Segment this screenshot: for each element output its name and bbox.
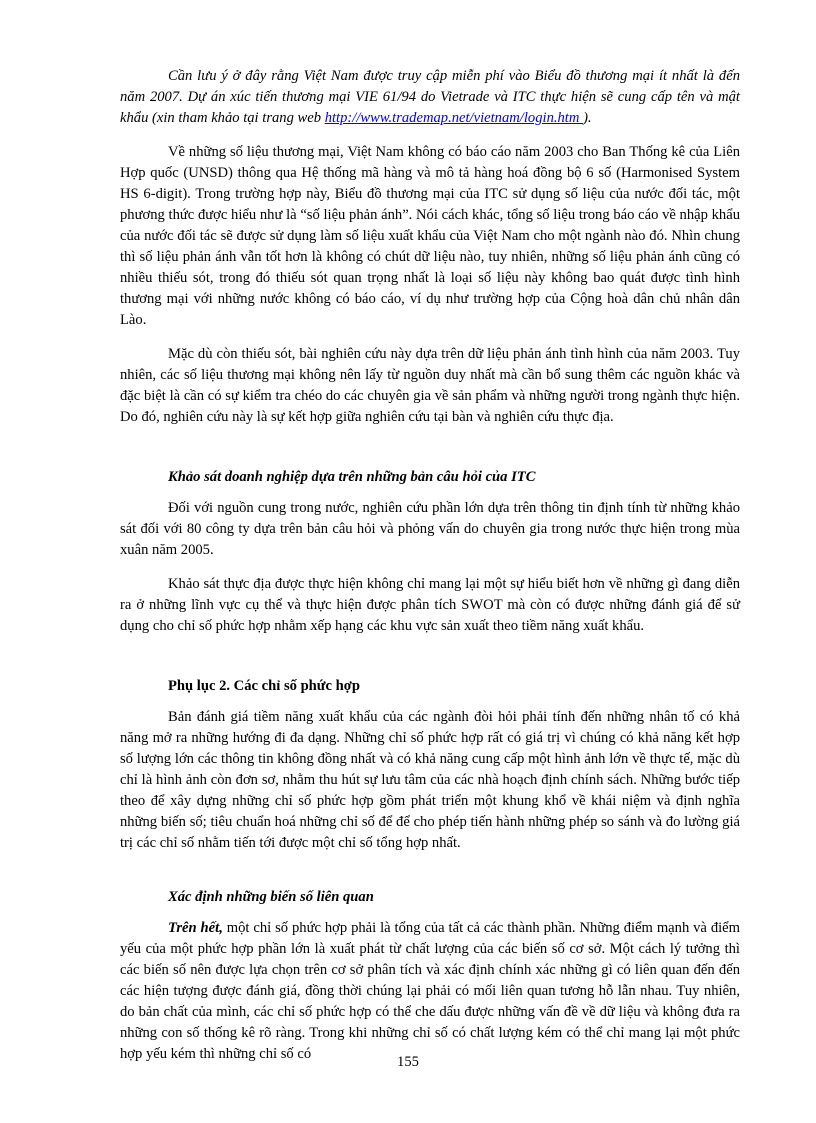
note-paragraph bbox=[120, 66, 740, 129]
lead-phrase: Trên hết, bbox=[168, 920, 223, 936]
variables-paragraph bbox=[120, 918, 740, 1065]
domestic-supply-paragraph: Đối với nguồn cung trong nước, nghiên cứu phần lớn dựa trên thông tin định tính từ những khảo sát đối với 80 công ty dựa trên bản câu hỏi và phỏng vấn do chuyên gia trong nước thực hiện trong mùa xuân năm 2005. bbox=[120, 500, 740, 558]
note-text: Cần lưu ý ở đây rằng Việt Nam được truy cập miễn phí vào Biểu đồ thương mại ít nhất là đến năm 2007. Dự án xúc tiến thương mại VIE 61/94 do Vietrade và ITC thực hiện sẽ cung cấp tên và mật khẩu (xin tham khảo tại trang web bbox=[120, 68, 740, 126]
page-content bbox=[120, 66, 740, 1078]
page-number: 155 bbox=[397, 1054, 419, 1070]
note-end: ). bbox=[583, 110, 592, 126]
field-survey-paragraph: Khảo sát thực địa được thực hiện không chỉ mang lại một sự hiểu biết hơn về những gì đang diễn ra ở những lĩnh vực cụ thể và thực hiện được phân tích SWOT mà còn có được những đánh giá để sử dụng cho chỉ số phức hợp nhằm xếp hạng các khu vực sản xuất theo tiềm năng xuất khẩu. bbox=[120, 576, 740, 634]
section-heading-variables: Xác định những biến số liên quan bbox=[168, 889, 374, 905]
appendix-heading: Phụ lục 2. Các chỉ số phức hợp bbox=[168, 678, 360, 694]
trade-data-paragraph: Về những số liệu thương mại, Việt Nam không có báo cáo năm 2003 cho Ban Thống kê của Liên Hợp quốc (UNSD) thông qua Hệ thống mã hàng và mô tả hàng hoá đồng bộ 6 số (Harmonised System HS 6-digit). Trong trường hợp này, Biểu đồ thương mại của ITC sử dụng số liệu của nước đối tác, một phương thức được hiểu như là “số liệu phản ánh”. Nói cách khác, tổng số liệu trong báo cáo về nhập khẩu của nước đối tác sẽ được sử dụng làm số liệu xuất khẩu của Việt Nam cho một ngành nào đó. Nhìn chung thì số liệu phản ánh vẫn tốt hơn là không có chút dữ liệu nào, tuy nhiên, những số liệu phản ánh cũng có nhiều thiếu sót, trong đó thiếu sót quan trọng nhất là loại số liệu này không bao quát được tình hình thương mại với những nước không có báo cáo, ví dụ như trường hợp của Cộng hoà dân chủ nhân dân Lào. bbox=[120, 144, 740, 328]
trademap-link[interactable]: http://www.trademap.net/vietnam/login.htm bbox=[324, 110, 584, 126]
section-heading-survey: Khảo sát doanh nghiệp dựa trên những bản câu hỏi của ITC bbox=[168, 469, 536, 485]
shortcomings-paragraph: Mặc dù còn thiếu sót, bài nghiên cứu này dựa trên dữ liệu phản ánh tình hình của năm 2003. Tuy nhiên, các số liệu thương mại không nên lấy từ nguồn duy nhất mà cần bổ sung thêm các nguồn khác và đặc biệt là cần có sự kiểm tra chéo do các chuyên gia về sản phẩm và những người trong ngành thực hiện. Do đó, nghiên cứu này là sự kết hợp giữa nghiên cứu tại bàn và nghiên cứu thực địa. bbox=[120, 346, 740, 425]
variables-text: một chỉ số phức hợp phải là tổng của tất cả các thành phần. Những điểm mạnh và điểm yếu của một phức hợp phần lớn là xuất phát từ chất lượng của các biến số cơ sở. Một cách lý tưởng thì các biến số nên được lựa chọn trên cơ sở phân tích và xác định chính xác những gì có liên quan đến đến các hiện tượng được đánh giá, đồng thời chúng lại phải có mối liên quan tương hỗ lẫn nhau. Tuy nhiên, do bản chất của mình, các chỉ số phức hợp có thể che dấu được những vấn đề về dữ liệu và không đưa ra những con số thống kê rõ ràng. Trong khi những chỉ số có chất lượng kém có thể chỉ mang lại một phức hợp yếu kém thì những chỉ số có bbox=[120, 920, 740, 1062]
composite-index-paragraph: Bản đánh giá tiềm năng xuất khẩu của các ngành đòi hỏi phải tính đến những nhân tố có khả năng mở ra những hướng đi đa dạng. Những chỉ số phức hợp rất có giá trị vì chúng có khả năng kết hợp số lượng lớn các thông tin không đồng nhất và có khả năng cung cấp một hình ảnh lớn về thực tế, mặc dù chỉ là hình ảnh còn đơn sơ, nhằm thu hút sự lưu tâm của các nhà hoạch định chính sách. Những bước tiếp theo để xây dựng những chỉ số phức hợp gồm phát triển một khung khổ về khái niệm và định nghĩa những biến số; tiêu chuẩn hoá những chỉ số để để cho phép tiến hành những phép so sánh và đo lường giá trị các chỉ số nhằm tiến tới được một chỉ số tổng hợp nhất. bbox=[120, 709, 740, 851]
